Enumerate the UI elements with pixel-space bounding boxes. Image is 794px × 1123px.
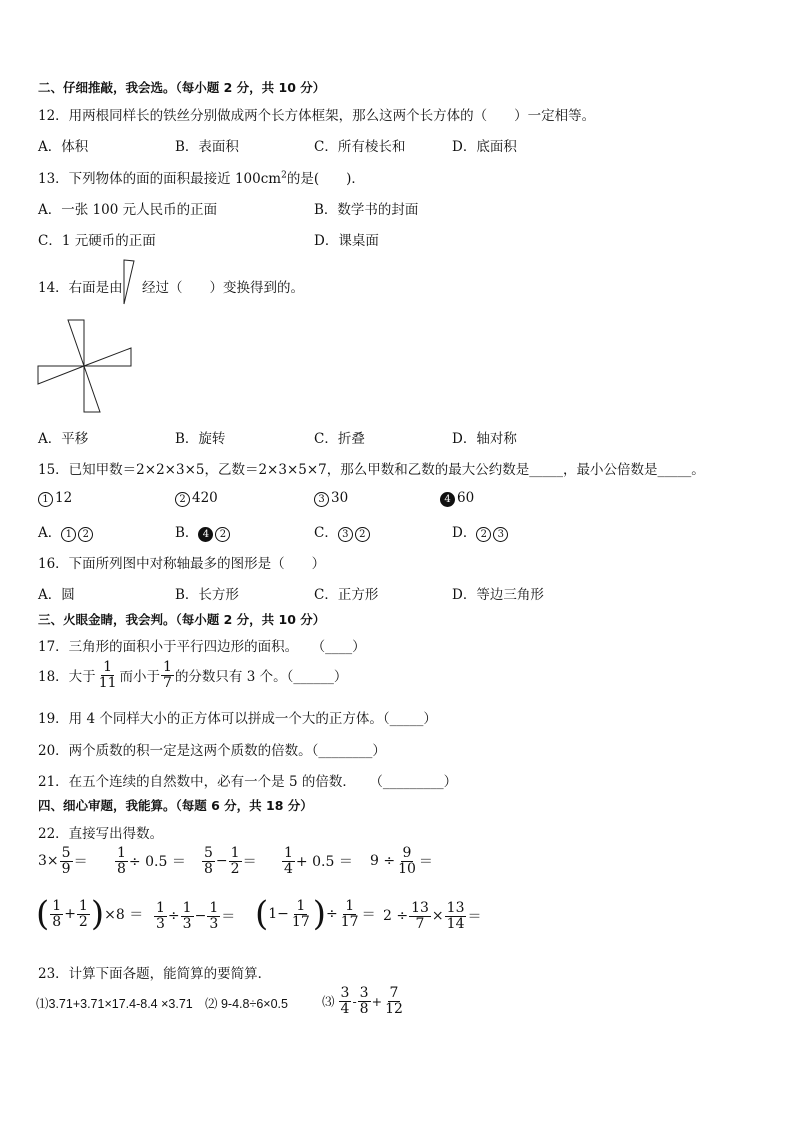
q22-stem: 22．直接写出得数。 (38, 826, 164, 842)
q22-8-post: ＝ (361, 907, 376, 923)
q15-choice-4-value: 60 (457, 490, 475, 506)
q22-6-fraction-2 (77, 899, 90, 929)
q15-option-b-mark-1: 4 (198, 527, 213, 542)
q22-7-fraction-2 (181, 901, 194, 931)
q14-option-b: B．旋转 (175, 431, 226, 447)
q15-option-a-mark-2: 2 (78, 527, 93, 542)
q22-3-fraction-1 (202, 846, 215, 876)
q22-expr-3 (201, 846, 257, 876)
q15-choice-3-value: 30 (331, 490, 349, 506)
q22-6-den-1: 8 (52, 913, 62, 930)
q22-1-pre: 3× (38, 853, 59, 870)
q13-stem-b: 的是( )． (286, 171, 365, 187)
q22-5-num: 9 (402, 845, 412, 861)
q15-option-d (452, 521, 510, 542)
q22-expr-8 (255, 894, 376, 934)
q15-choice-2-value: 420 (192, 490, 218, 506)
q22-7-den-2: 3 (182, 915, 192, 932)
q23-3-num-3: 7 (389, 985, 399, 1001)
q15-option-d-mark-2: 3 (493, 527, 508, 542)
q23-3-num-1: 3 (340, 985, 350, 1001)
q14-option-d: D．轴对称 (452, 431, 517, 447)
q18-f2-numerator: 1 (163, 659, 172, 675)
q22-6-rparen: ) (90, 894, 105, 934)
q14-stem-a: 14．右面是由 (38, 280, 123, 296)
q15-option-c-mark-2: 2 (355, 527, 370, 542)
q14-option-a: A．平移 (38, 431, 89, 447)
q22-6-fraction-1 (50, 899, 63, 929)
q15-option-c (314, 521, 372, 542)
q20-statement: 20．两个质数的积一定是这两个质数的倍数。（________） (38, 743, 386, 759)
q22-6-num-2: 1 (78, 897, 88, 914)
q14-base-triangle-figure (122, 259, 136, 305)
q22-4-num: 1 (284, 845, 293, 861)
q22-7-post: ＝ (221, 909, 236, 926)
q22-9-fraction-1 (409, 901, 431, 931)
q23-3-den-3: 12 (385, 1000, 403, 1017)
q22-6-op: + (64, 906, 76, 922)
q23-part-1: ⑴3.71+3.71×17.4-8.4 ×3.71 (36, 997, 193, 1011)
q22-8-fraction-1 (290, 899, 312, 929)
q14-option-c: C．折叠 (314, 431, 365, 447)
q18-fraction-2 (161, 660, 174, 690)
section-2-heading: 二、仔细推敲，我会选。（每小题 2 分，共 10 分） (38, 80, 326, 95)
q22-7-num-1: 1 (156, 900, 165, 916)
q23-3-fraction-1 (339, 986, 352, 1016)
q23-3-num-2: 3 (359, 985, 369, 1001)
q22-9-fraction-2 (445, 901, 467, 931)
q16-option-a: A．圆 (38, 587, 75, 603)
q12-option-b: B．表面积 (175, 139, 239, 155)
q23-3-op-2: + (371, 993, 383, 1009)
q23-part-2: ⑵ 9-4.8÷6×0.5 (205, 997, 288, 1011)
q22-4-den: 4 (284, 860, 293, 877)
section-3-heading: 三、火眼金睛，我会判。（每小题 2 分，共 10 分） (38, 612, 326, 627)
q15-choice-2 (175, 490, 218, 507)
q16-stem: 16．下面所列图中对称轴最多的图形是（ ） (38, 556, 326, 572)
q15-stem: 15．已知甲数＝2×2×3×5，乙数＝2×3×5×7，那么甲数和乙数的最大公约数是_____，最小公倍数是_____。 (38, 462, 705, 478)
q18-text-b: 而小于 (119, 669, 161, 686)
q22-5-pre: 9 ÷ (370, 853, 396, 870)
q22-5-post: ＝ (418, 854, 433, 871)
q19-statement: 19．用 4 个同样大小的正方体可以拼成一个大的正方体。（_____） (38, 711, 437, 727)
q22-6-lparen: ( (36, 894, 50, 934)
q22-9-op: × (431, 908, 444, 925)
q22-7-num-3: 1 (209, 900, 219, 916)
q22-3-den-1: 8 (204, 860, 213, 877)
q12-option-c: C．所有棱长和 (314, 139, 406, 155)
q22-9-post: ＝ (467, 909, 482, 926)
q16-option-b: B．长方形 (175, 587, 239, 603)
q22-2-den: 8 (117, 860, 126, 877)
q22-8-lparen: ( (255, 894, 269, 934)
q22-expr-1 (38, 846, 88, 876)
q16-option-d: D．等边三角形 (452, 587, 544, 603)
q22-8-num-1: 1 (296, 897, 306, 914)
section-4-heading: 四、细心审题，我能算。（每题 6 分，共 18 分） (38, 798, 313, 813)
q13-option-a: A．一张 100 元人民币的正面 (38, 202, 218, 218)
q22-expr-5 (370, 846, 433, 876)
q22-7-op-2: − (194, 908, 207, 925)
q18-text-c: 的分数只有 3 个。（______） (174, 669, 348, 686)
q13-stem-a: 13．下列物体的面的面积最接近 100cm (38, 171, 282, 187)
q18-fraction-1 (97, 660, 119, 690)
q22-3-num-1: 5 (204, 845, 213, 861)
q22-expr-7 (153, 901, 235, 931)
q15-choice-3-mark: 3 (314, 492, 329, 507)
q15-option-d-mark-1: 2 (476, 527, 491, 542)
q18-statement (38, 660, 347, 690)
q22-2-num: 1 (117, 845, 126, 861)
q14-pinwheel-figure (36, 318, 136, 416)
q23-3-fraction-3 (383, 986, 405, 1016)
q23-3-op-1: - (352, 993, 357, 1009)
q23-3-label: ⑶ (322, 995, 335, 1010)
q21-statement: 21．在五个连续的自然数中，必有一个是 5 的倍数． （_________） (38, 774, 458, 790)
q22-3-post: ＝ (242, 854, 257, 871)
q22-5-den: 10 (398, 860, 416, 877)
q22-8-fraction-2 (339, 899, 361, 929)
q22-8-rparen: ) (312, 894, 326, 934)
q17-statement: 17．三角形的面积小于平行四边形的面积。 （____） (38, 639, 366, 655)
q22-8-num-2: 1 (345, 897, 355, 914)
q13-option-b: B．数学书的封面 (314, 202, 419, 218)
q13-unit-sup: 2 (281, 170, 287, 181)
q15-choice-1-value: 12 (55, 490, 73, 506)
q22-6-num-1: 1 (52, 897, 62, 914)
q22-3-op: − (215, 853, 228, 870)
q13-stem (38, 167, 365, 187)
q22-expr-4 (281, 846, 353, 876)
q22-9-den-2: 14 (446, 915, 465, 932)
q14-stem-b: 经过（ ）变换得到的。 (142, 280, 304, 296)
q22-5-fraction (396, 846, 418, 876)
q22-3-fraction-2 (229, 846, 242, 876)
q22-expr-6 (36, 894, 144, 934)
q12-stem: 12．用两根同样长的铁丝分别做成两个长方体框架，那么这两个长方体的（ ）一定相等。 (38, 108, 596, 124)
q15-option-a (38, 521, 95, 542)
q22-expr-2 (114, 846, 186, 876)
q23-3-den-2: 8 (359, 1000, 369, 1017)
q22-9-num-1: 13 (411, 900, 429, 916)
q22-8-den-1: 17 (291, 913, 310, 930)
q15-choice-4-mark: 4 (440, 492, 455, 507)
q18-f1-numerator: 1 (103, 659, 113, 675)
q15-option-a-label: A． (38, 525, 62, 541)
q22-1-fraction (60, 846, 73, 876)
q12-option-d: D．底面积 (452, 139, 517, 155)
q22-1-post: ＝ (73, 854, 88, 871)
q23-3-fraction-2 (358, 986, 371, 1016)
q23-part-3 (322, 986, 406, 1016)
q22-7-fraction-1 (154, 901, 167, 931)
q15-option-c-mark-1: 3 (338, 527, 353, 542)
q15-option-d-label: D． (452, 525, 477, 541)
q22-8-op: ÷ (326, 906, 338, 922)
q18-text-a: 18．大于 (38, 669, 96, 686)
q15-option-b-mark-2: 2 (215, 527, 230, 542)
q18-f2-denominator: 7 (163, 674, 172, 691)
q15-choice-1 (38, 490, 72, 507)
q23-3-den-1: 4 (340, 1000, 350, 1017)
q22-6-post: ×8 ＝ (104, 907, 144, 923)
q22-9-pre: 2 ÷ (383, 908, 409, 925)
q13-option-d: D．课桌面 (314, 233, 379, 249)
q22-9-num-2: 13 (446, 900, 465, 916)
q23-stem: 23．计算下面各题，能简算的要简算． (38, 966, 272, 982)
q22-7-fraction-3 (207, 901, 220, 931)
q15-choice-3 (314, 490, 348, 507)
q18-f1-denominator: 11 (98, 674, 117, 691)
q22-9-den-1: 7 (415, 915, 425, 932)
q15-option-b (175, 521, 232, 542)
q22-7-num-2: 1 (182, 900, 192, 916)
q22-4-fraction (282, 846, 295, 876)
q13-option-c: C．1 元硬币的正面 (38, 233, 156, 249)
q15-option-a-mark-1: 1 (61, 527, 76, 542)
q22-2-fraction (115, 846, 128, 876)
q22-3-num-2: 1 (230, 845, 240, 861)
q16-option-c: C．正方形 (314, 587, 379, 603)
q22-8-den-2: 17 (340, 913, 359, 930)
q15-choice-1-mark: 1 (38, 492, 53, 507)
q15-option-c-label: C． (314, 525, 338, 541)
q22-2-post: ÷ 0.5 ＝ (128, 854, 186, 871)
q22-8-pre: 1− (268, 906, 289, 922)
q22-expr-9 (383, 901, 481, 931)
q15-choice-2-mark: 2 (175, 492, 190, 507)
q15-choice-4 (440, 490, 474, 507)
q15-option-b-label: B． (175, 525, 199, 541)
q22-1-den: 9 (61, 860, 71, 877)
q12-option-a: A．体积 (38, 139, 89, 155)
q22-1-num: 5 (61, 845, 71, 861)
q22-4-post: + 0.5 ＝ (295, 854, 353, 871)
q22-7-den-1: 3 (156, 915, 165, 932)
q22-3-den-2: 2 (230, 860, 240, 877)
q22-7-den-3: 3 (209, 915, 219, 932)
q22-6-den-2: 2 (78, 913, 88, 930)
q22-7-op-1: ÷ (167, 908, 180, 925)
